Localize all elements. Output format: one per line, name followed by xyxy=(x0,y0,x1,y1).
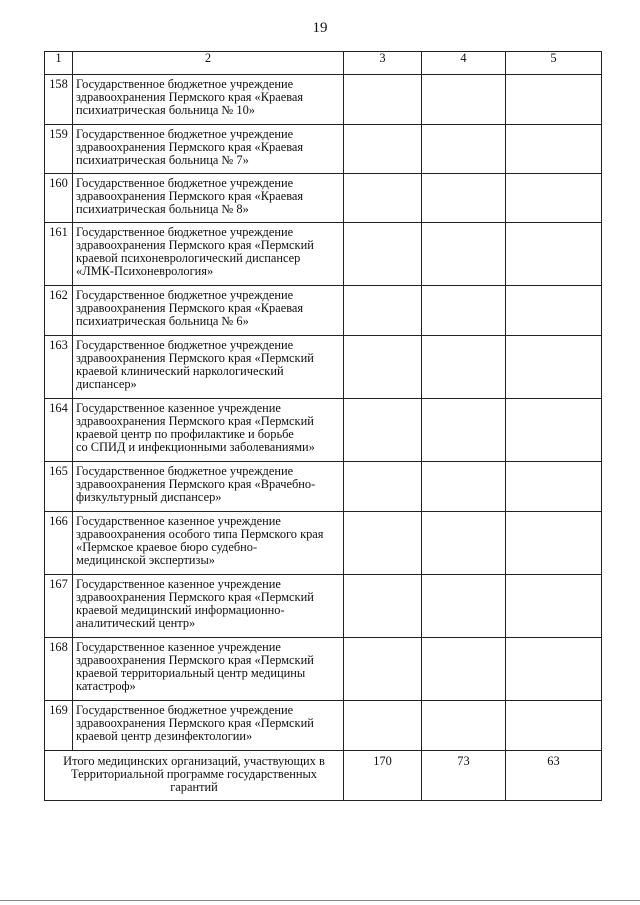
column-header-3: 3 xyxy=(344,52,422,75)
organization-name xyxy=(73,512,344,575)
empty-cell-col-5 xyxy=(506,399,602,462)
organization-name-line: здравоохранения Пермского края «Краевая xyxy=(76,140,304,154)
empty-cell-col-4 xyxy=(422,575,506,638)
organization-name xyxy=(73,174,344,223)
organization-name-line: краевой территориальный центр медицины xyxy=(76,666,306,680)
empty-cell-col-5 xyxy=(506,701,602,751)
row-number: 161 xyxy=(45,223,73,286)
empty-cell-col-5 xyxy=(506,125,602,174)
table-row xyxy=(45,512,602,575)
empty-cell-col-5 xyxy=(506,75,602,125)
organization-name-line: Государственное бюджетное учреждение xyxy=(76,225,294,239)
organization-name-line: краевой центр дезинфектологии» xyxy=(76,729,253,743)
organization-name-line: Государственное казенное учреждение xyxy=(76,514,281,528)
organization-name-line: Государственное бюджетное учреждение xyxy=(76,77,294,91)
empty-cell-col-4 xyxy=(422,512,506,575)
organization-name-line: диспансер» xyxy=(76,377,137,391)
total-label: Итого медицинских организаций, участвующих в Территориальной программе государственных гарантий xyxy=(45,751,344,801)
organization-name-line: Государственное бюджетное учреждение xyxy=(76,176,294,190)
empty-cell-col-3 xyxy=(344,125,422,174)
empty-cell-col-5 xyxy=(506,575,602,638)
organization-name-line: здравоохранения Пермского края «Пермский xyxy=(76,414,314,428)
organization-name xyxy=(73,223,344,286)
row-number: 166 xyxy=(45,512,73,575)
organization-name-line: психиатрическая больница № 10» xyxy=(76,103,255,117)
row-number: 167 xyxy=(45,575,73,638)
empty-cell-col-3 xyxy=(344,638,422,701)
empty-cell-col-4 xyxy=(422,336,506,399)
empty-cell-col-4 xyxy=(422,125,506,174)
page-number: 19 xyxy=(312,20,328,36)
empty-cell-col-5 xyxy=(506,286,602,336)
organization-name xyxy=(73,125,344,174)
organization-name-line: здравоохранения Пермского края «Пермский xyxy=(76,590,314,604)
organization-name xyxy=(73,462,344,512)
row-number: 159 xyxy=(45,125,73,174)
row-number: 165 xyxy=(45,462,73,512)
total-row xyxy=(45,751,602,801)
organization-name-line: Государственное казенное учреждение xyxy=(76,401,281,415)
empty-cell-col-5 xyxy=(506,174,602,223)
organization-name-line: физкультурный диспансер» xyxy=(76,490,222,504)
organization-name-line: краевой клинический наркологический xyxy=(76,364,284,378)
organization-name xyxy=(73,575,344,638)
organization-name-line: со СПИД и инфекционными заболеваниями» xyxy=(76,440,315,454)
organization-name-line: «Пермское краевое бюро судебно- xyxy=(76,540,258,554)
table-row xyxy=(45,575,602,638)
organization-name-line: Государственное бюджетное учреждение xyxy=(76,703,294,717)
medical-organizations-table xyxy=(44,51,602,801)
empty-cell-col-5 xyxy=(506,638,602,701)
empty-cell-col-5 xyxy=(506,512,602,575)
row-number: 164 xyxy=(45,399,73,462)
organization-name-line: медицинской экспертизы» xyxy=(76,553,215,567)
organization-name xyxy=(73,701,344,751)
empty-cell-col-4 xyxy=(422,286,506,336)
table-row xyxy=(45,336,602,399)
total-value-col3: 170 xyxy=(344,751,422,801)
empty-cell-col-5 xyxy=(506,223,602,286)
column-header-4: 4 xyxy=(422,52,506,75)
empty-cell-col-3 xyxy=(344,174,422,223)
organization-name-line: Государственное бюджетное учреждение xyxy=(76,338,294,352)
row-number: 169 xyxy=(45,701,73,751)
empty-cell-col-4 xyxy=(422,638,506,701)
organization-name xyxy=(73,286,344,336)
organization-name-line: здравоохранения Пермского края «Краевая xyxy=(76,301,304,315)
empty-cell-col-3 xyxy=(344,286,422,336)
column-header-5: 5 xyxy=(506,52,602,75)
table-header-row xyxy=(45,52,602,75)
table-row xyxy=(45,174,602,223)
empty-cell-col-3 xyxy=(344,336,422,399)
organization-name-line: Государственное казенное учреждение xyxy=(76,577,281,591)
organization-name-line: здравоохранения особого типа Пермского края xyxy=(76,527,324,541)
organization-name-line: краевой медицинский информационно- xyxy=(76,603,285,617)
row-number: 163 xyxy=(45,336,73,399)
empty-cell-col-4 xyxy=(422,462,506,512)
organization-name-line: здравоохранения Пермского края «Краевая xyxy=(76,189,304,203)
organization-name xyxy=(73,336,344,399)
empty-cell-col-3 xyxy=(344,462,422,512)
organization-name-line: психиатрическая больница № 8» xyxy=(76,202,249,216)
table-row xyxy=(45,462,602,512)
organization-name xyxy=(73,75,344,125)
total-value-col4: 73 xyxy=(422,751,506,801)
table-row xyxy=(45,75,602,125)
empty-cell-col-3 xyxy=(344,575,422,638)
total-value-col5: 63 xyxy=(506,751,602,801)
row-number: 162 xyxy=(45,286,73,336)
organization-name-line: психиатрическая больница № 6» xyxy=(76,314,249,328)
organization-name xyxy=(73,399,344,462)
organization-name-line: Государственное бюджетное учреждение xyxy=(76,464,294,478)
organization-name-line: «ЛМК-Психоневрология» xyxy=(76,264,214,278)
organization-name-line: Государственное бюджетное учреждение xyxy=(76,288,294,302)
organization-name-line: психиатрическая больница № 7» xyxy=(76,153,249,167)
organization-name-line: здравоохранения Пермского края «Врачебно- xyxy=(76,477,316,491)
empty-cell-col-4 xyxy=(422,223,506,286)
organization-name-line: здравоохранения Пермского края «Пермский xyxy=(76,653,314,667)
table-row xyxy=(45,125,602,174)
organization-name-line: краевой психоневрологический диспансер xyxy=(76,251,301,265)
organization-name-line: здравоохранения Пермского края «Пермский xyxy=(76,351,314,365)
empty-cell-col-5 xyxy=(506,336,602,399)
empty-cell-col-5 xyxy=(506,462,602,512)
empty-cell-col-3 xyxy=(344,512,422,575)
organization-name xyxy=(73,638,344,701)
page-bottom-edge xyxy=(0,900,640,901)
row-number: 158 xyxy=(45,75,73,125)
organization-name-line: Государственное казенное учреждение xyxy=(76,640,281,654)
empty-cell-col-4 xyxy=(422,399,506,462)
table-row xyxy=(45,223,602,286)
organization-name-line: здравоохранения Пермского края «Краевая xyxy=(76,90,304,104)
table-row xyxy=(45,286,602,336)
empty-cell-col-3 xyxy=(344,223,422,286)
empty-cell-col-3 xyxy=(344,399,422,462)
empty-cell-col-4 xyxy=(422,701,506,751)
empty-cell-col-4 xyxy=(422,174,506,223)
column-header-2: 2 xyxy=(73,52,344,75)
row-number: 168 xyxy=(45,638,73,701)
table-row xyxy=(45,638,602,701)
organization-name-line: краевой центр по профилактике и борьбе xyxy=(76,427,294,441)
organization-name-line: катастроф» xyxy=(76,679,136,693)
organization-name-line: аналитический центр» xyxy=(76,616,196,630)
table-row xyxy=(45,399,602,462)
row-number: 160 xyxy=(45,174,73,223)
empty-cell-col-3 xyxy=(344,75,422,125)
column-header-1: 1 xyxy=(45,52,73,75)
empty-cell-col-4 xyxy=(422,75,506,125)
organization-name-line: здравоохранения Пермского края «Пермский xyxy=(76,716,314,730)
organization-name-line: Государственное бюджетное учреждение xyxy=(76,127,294,141)
organization-name-line: здравоохранения Пермского края «Пермский xyxy=(76,238,314,252)
empty-cell-col-3 xyxy=(344,701,422,751)
table-row xyxy=(45,701,602,751)
